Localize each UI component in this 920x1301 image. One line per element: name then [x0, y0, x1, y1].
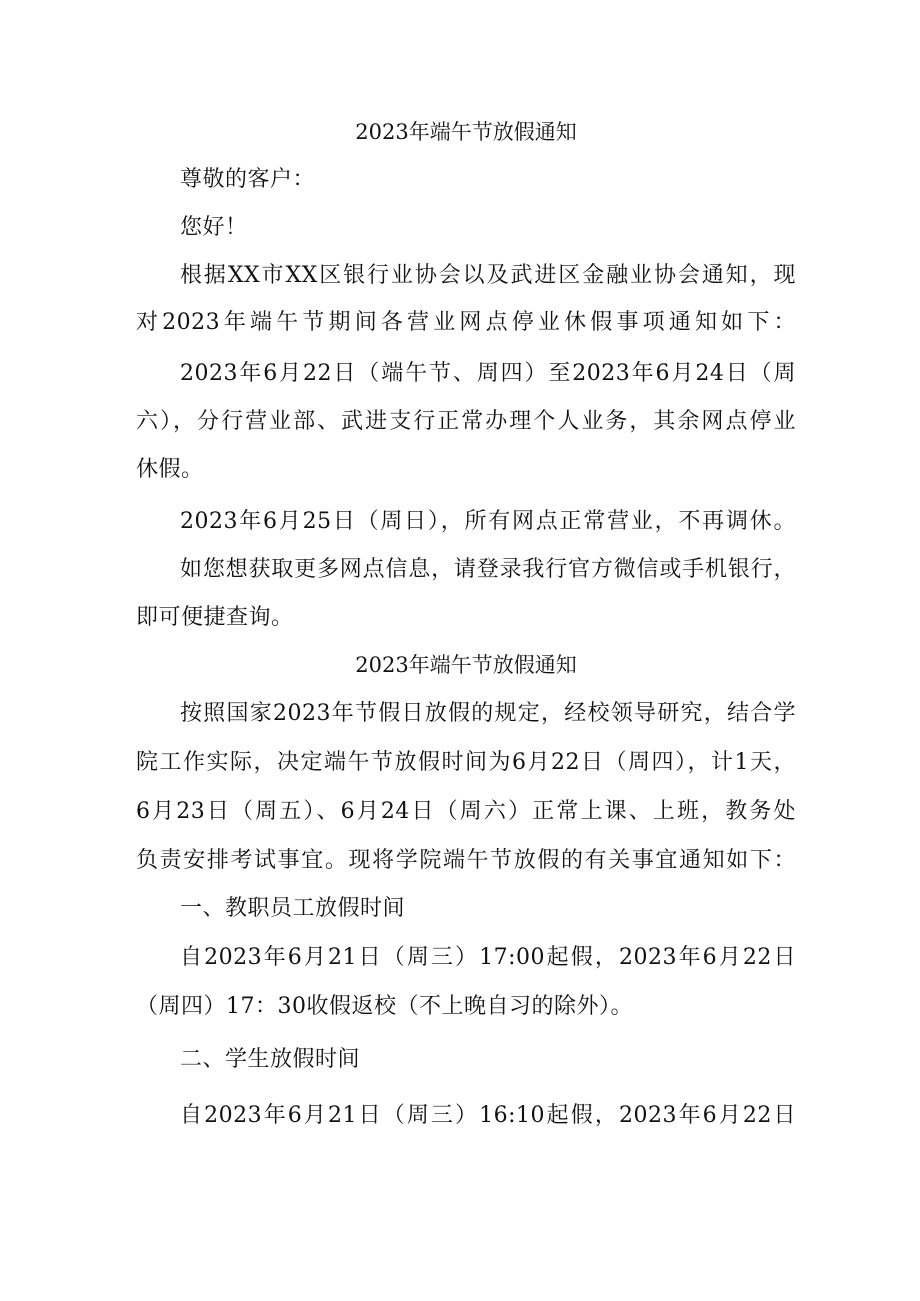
- paragraph-line: （周四）17：30收假返校（不上晚自习的除外）。: [136, 994, 633, 1019]
- notice-title-1: 2023年端午节放假通知: [355, 120, 577, 144]
- paragraph-line: 2023年6月25日（周日），所有网点正常营业，不再调休。: [180, 509, 796, 534]
- paragraph-line: 6月23日（周五）、6月24日（周六）正常上课、上班，教务处: [136, 799, 796, 824]
- paragraph-line: 休假。: [136, 457, 204, 482]
- notice-title-2: 2023年端午节放假通知: [355, 653, 577, 677]
- paragraph-line: 按照国家2023年节假日放假的规定，经校领导研究，结合学: [180, 701, 796, 726]
- paragraph-line: 六），分行营业部、武进支行正常办理个人业务，其余网点停业: [136, 409, 796, 434]
- paragraph-line: 院工作实际，决定端午节放假时间为6月22日（周四），计1天，: [136, 750, 796, 775]
- section-heading-students: 二、学生放假时间: [180, 1047, 361, 1072]
- greeting: 您好！: [180, 215, 248, 240]
- paragraph-line: 负责安排考试事宜。现将学院端午节放假的有关事宜通知如下：: [136, 848, 796, 873]
- paragraph-line: 如您想获取更多网点信息，请登录我行官方微信或手机银行，: [180, 557, 796, 582]
- paragraph-line: 根据XX市XX区银行业协会以及武进区金融业协会通知，现: [180, 263, 796, 288]
- section-heading-staff: 一、教职员工放假时间: [180, 896, 406, 921]
- paragraph-line: 对2023年端午节期间各营业网点停业休假事项通知如下：: [136, 310, 796, 335]
- paragraph-line: 自2023年6月21日（周三）17:00起假，2023年6月22日: [180, 945, 796, 970]
- paragraph-line: 即可便捷查询。: [136, 605, 294, 630]
- salutation: 尊敬的客户：: [180, 167, 316, 192]
- paragraph-line: 自2023年6月21日（周三）16:10起假，2023年6月22日: [180, 1103, 796, 1128]
- paragraph-line: 2023年6月22日（端午节、周四）至2023年6月24日（周: [180, 361, 796, 386]
